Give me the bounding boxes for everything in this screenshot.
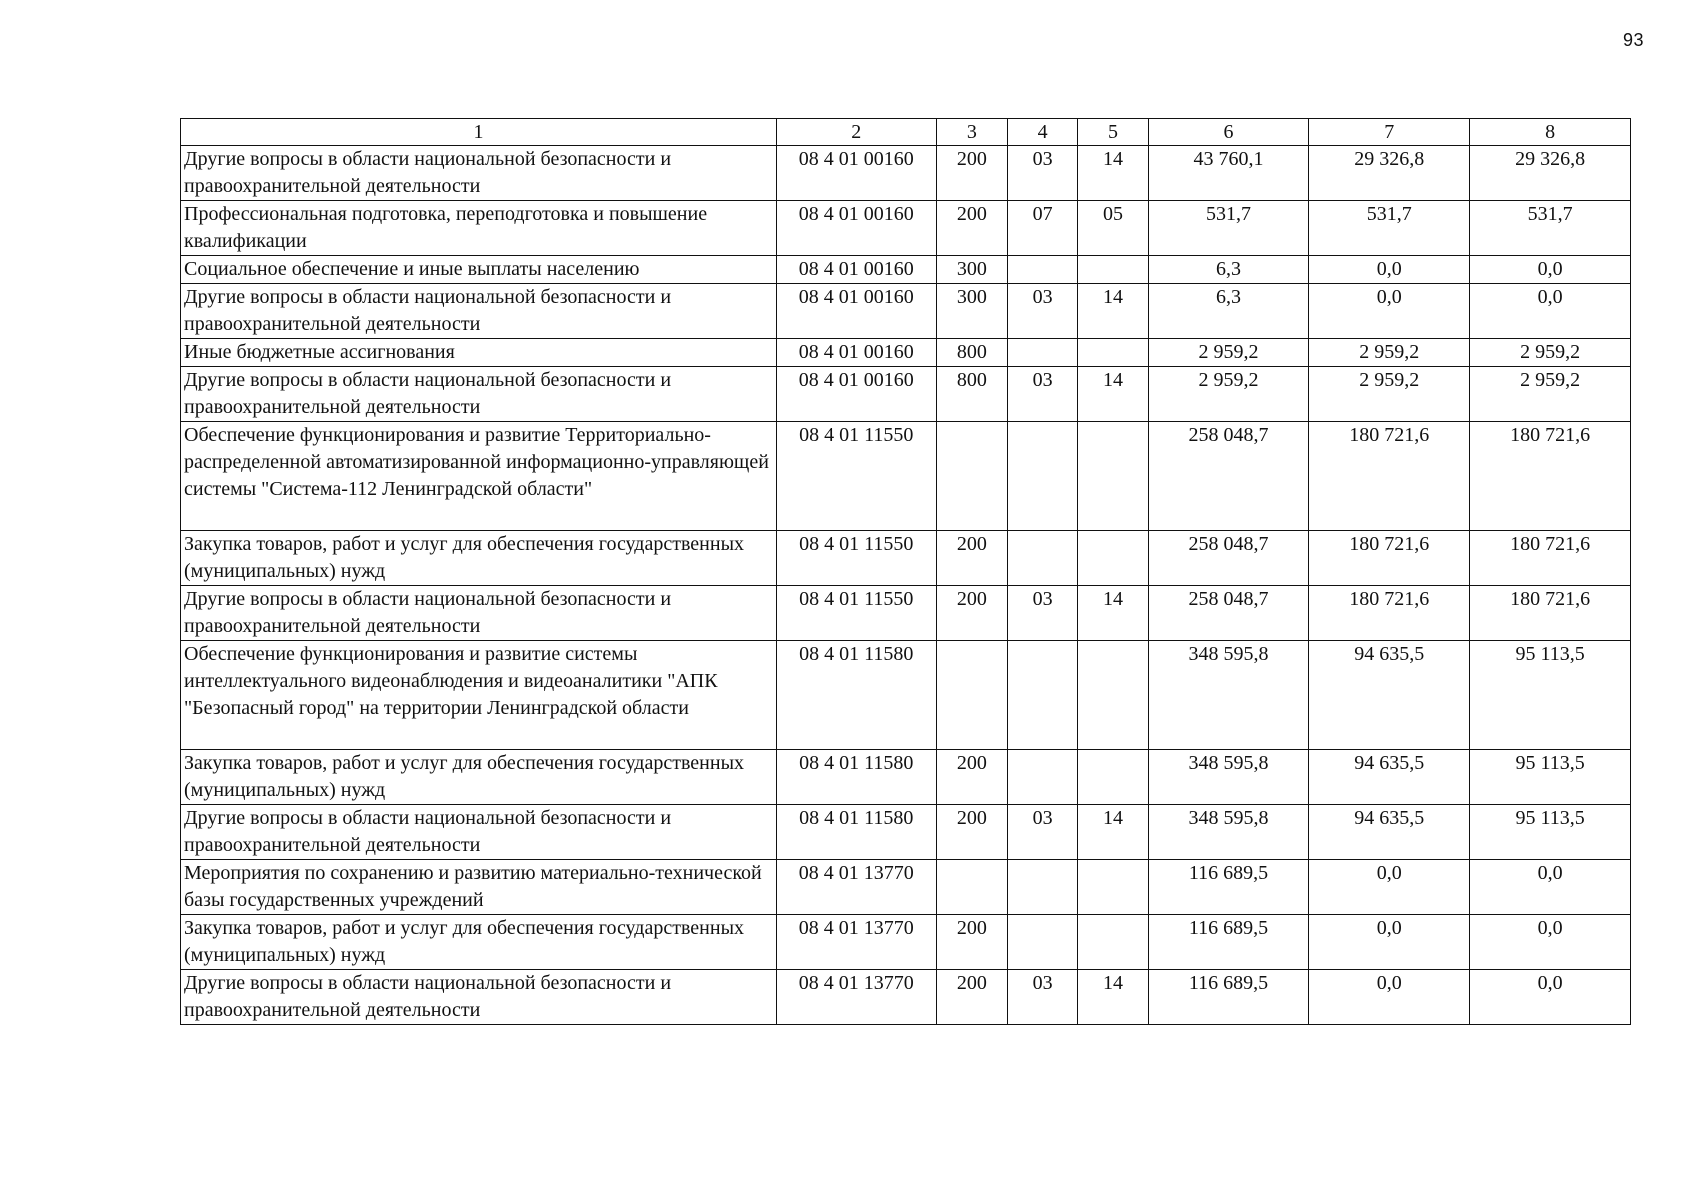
cell-amount-col8: 2 959,2 xyxy=(1470,339,1631,367)
table-row xyxy=(181,641,1631,750)
cell-subsection: 14 xyxy=(1078,586,1148,641)
cell-amount-col8: 531,7 xyxy=(1470,201,1631,256)
header-cell-2: 2 xyxy=(776,119,936,146)
table-row xyxy=(181,284,1631,339)
page-number: 93 xyxy=(1622,30,1644,50)
cell-amount-col6: 348 595,8 xyxy=(1148,805,1309,860)
cell-amount-col7: 94 635,5 xyxy=(1309,750,1470,805)
cell-name: Другие вопросы в области национальной безопасности и правоохранительной деятельности xyxy=(181,586,777,641)
cell-amount-col6: 2 959,2 xyxy=(1148,339,1309,367)
cell-name: Профессиональная подготовка, переподготовка и повышение квалификации xyxy=(181,201,777,256)
cell-type: 200 xyxy=(936,201,1007,256)
cell-amount-col7: 0,0 xyxy=(1309,284,1470,339)
cell-subsection: 05 xyxy=(1078,201,1148,256)
cell-amount-col6: 258 048,7 xyxy=(1148,531,1309,586)
cell-subsection xyxy=(1078,915,1148,970)
cell-amount-col8: 180 721,6 xyxy=(1470,531,1631,586)
cell-section: 03 xyxy=(1007,586,1077,641)
table-row xyxy=(181,339,1631,367)
budget-table xyxy=(180,118,1631,1025)
cell-amount-col7: 180 721,6 xyxy=(1309,422,1470,531)
cell-type: 300 xyxy=(936,256,1007,284)
cell-amount-col7: 29 326,8 xyxy=(1309,146,1470,201)
cell-section: 03 xyxy=(1007,970,1077,1025)
cell-type: 800 xyxy=(936,367,1007,422)
cell-code: 08 4 01 00160 xyxy=(776,256,936,284)
cell-section: 03 xyxy=(1007,805,1077,860)
cell-amount-col8: 2 959,2 xyxy=(1470,367,1631,422)
cell-amount-col6: 348 595,8 xyxy=(1148,750,1309,805)
cell-amount-col7: 94 635,5 xyxy=(1309,805,1470,860)
table-row xyxy=(181,586,1631,641)
cell-name: Закупка товаров, работ и услуг для обеспечения государственных (муниципальных) нужд xyxy=(181,750,777,805)
cell-section xyxy=(1007,531,1077,586)
cell-name: Другие вопросы в области национальной безопасности и правоохранительной деятельности xyxy=(181,970,777,1025)
table-row xyxy=(181,750,1631,805)
cell-amount-col6: 116 689,5 xyxy=(1148,970,1309,1025)
cell-amount-col8: 0,0 xyxy=(1470,860,1631,915)
table-row xyxy=(181,146,1631,201)
cell-code: 08 4 01 11580 xyxy=(776,805,936,860)
cell-amount-col6: 6,3 xyxy=(1148,256,1309,284)
header-cell-3: 3 xyxy=(936,119,1007,146)
cell-amount-col8: 29 326,8 xyxy=(1470,146,1631,201)
cell-code: 08 4 01 11550 xyxy=(776,422,936,531)
cell-amount-col8: 0,0 xyxy=(1470,970,1631,1025)
cell-amount-col8: 0,0 xyxy=(1470,256,1631,284)
cell-type: 800 xyxy=(936,339,1007,367)
cell-code: 08 4 01 13770 xyxy=(776,970,936,1025)
cell-amount-col7: 94 635,5 xyxy=(1309,641,1470,750)
cell-amount-col6: 2 959,2 xyxy=(1148,367,1309,422)
cell-name: Иные бюджетные ассигнования xyxy=(181,339,777,367)
table-row xyxy=(181,256,1631,284)
cell-type: 200 xyxy=(936,531,1007,586)
cell-name: Другие вопросы в области национальной безопасности и правоохранительной деятельности xyxy=(181,284,777,339)
cell-code: 08 4 01 13770 xyxy=(776,915,936,970)
cell-amount-col7: 0,0 xyxy=(1309,860,1470,915)
cell-name: Закупка товаров, работ и услуг для обеспечения государственных (муниципальных) нужд xyxy=(181,531,777,586)
cell-name: Другие вопросы в области национальной безопасности и правоохранительной деятельности xyxy=(181,367,777,422)
cell-amount-col7: 531,7 xyxy=(1309,201,1470,256)
cell-section: 07 xyxy=(1007,201,1077,256)
cell-amount-col8: 0,0 xyxy=(1470,915,1631,970)
cell-name: Мероприятия по сохранению и развитию материально-технической базы государственных учреждений xyxy=(181,860,777,915)
cell-type: 200 xyxy=(936,805,1007,860)
cell-amount-col7: 0,0 xyxy=(1309,915,1470,970)
header-cell-6: 6 xyxy=(1148,119,1309,146)
table-row xyxy=(181,422,1631,531)
cell-type: 200 xyxy=(936,586,1007,641)
cell-section: 03 xyxy=(1007,367,1077,422)
cell-subsection xyxy=(1078,531,1148,586)
cell-code: 08 4 01 00160 xyxy=(776,284,936,339)
cell-amount-col8: 95 113,5 xyxy=(1470,805,1631,860)
cell-type: 200 xyxy=(936,915,1007,970)
cell-amount-col6: 43 760,1 xyxy=(1148,146,1309,201)
cell-subsection xyxy=(1078,750,1148,805)
cell-amount-col8: 180 721,6 xyxy=(1470,586,1631,641)
table-header xyxy=(181,119,1631,146)
cell-amount-col7: 2 959,2 xyxy=(1309,339,1470,367)
cell-type xyxy=(936,860,1007,915)
cell-amount-col7: 0,0 xyxy=(1309,256,1470,284)
cell-code: 08 4 01 00160 xyxy=(776,339,936,367)
cell-subsection: 14 xyxy=(1078,970,1148,1025)
header-cell-5: 5 xyxy=(1078,119,1148,146)
cell-amount-col6: 116 689,5 xyxy=(1148,915,1309,970)
cell-section: 03 xyxy=(1007,284,1077,339)
cell-name: Закупка товаров, работ и услуг для обеспечения государственных (муниципальных) нужд xyxy=(181,915,777,970)
cell-amount-col6: 116 689,5 xyxy=(1148,860,1309,915)
cell-section xyxy=(1007,750,1077,805)
cell-section xyxy=(1007,860,1077,915)
cell-name: Другие вопросы в области национальной безопасности и правоохранительной деятельности xyxy=(181,805,777,860)
cell-amount-col7: 180 721,6 xyxy=(1309,586,1470,641)
cell-code: 08 4 01 11550 xyxy=(776,531,936,586)
table-row xyxy=(181,367,1631,422)
cell-section xyxy=(1007,641,1077,750)
cell-name: Обеспечение функционирования и развитие системы интеллектуального видеонаблюдения и видеоаналитики "АПК "Безопасный город" на территории Ленинградской области xyxy=(181,641,777,750)
cell-code: 08 4 01 11580 xyxy=(776,641,936,750)
cell-name: Другие вопросы в области национальной безопасности и правоохранительной деятельности xyxy=(181,146,777,201)
cell-amount-col8: 0,0 xyxy=(1470,284,1631,339)
cell-subsection: 14 xyxy=(1078,805,1148,860)
cell-amount-col8: 95 113,5 xyxy=(1470,750,1631,805)
cell-subsection: 14 xyxy=(1078,146,1148,201)
cell-subsection xyxy=(1078,256,1148,284)
cell-section xyxy=(1007,915,1077,970)
cell-amount-col7: 2 959,2 xyxy=(1309,367,1470,422)
cell-type: 200 xyxy=(936,970,1007,1025)
table-row xyxy=(181,531,1631,586)
cell-amount-col6: 6,3 xyxy=(1148,284,1309,339)
cell-subsection xyxy=(1078,339,1148,367)
cell-type: 200 xyxy=(936,750,1007,805)
cell-section xyxy=(1007,339,1077,367)
cell-amount-col6: 348 595,8 xyxy=(1148,641,1309,750)
cell-type: 200 xyxy=(936,146,1007,201)
header-cell-4: 4 xyxy=(1007,119,1077,146)
table-row xyxy=(181,860,1631,915)
cell-type xyxy=(936,641,1007,750)
cell-subsection xyxy=(1078,422,1148,531)
cell-amount-col6: 258 048,7 xyxy=(1148,586,1309,641)
cell-amount-col8: 95 113,5 xyxy=(1470,641,1631,750)
header-row xyxy=(181,119,1631,146)
cell-amount-col6: 258 048,7 xyxy=(1148,422,1309,531)
header-cell-1: 1 xyxy=(181,119,777,146)
cell-amount-col8: 180 721,6 xyxy=(1470,422,1631,531)
cell-subsection xyxy=(1078,860,1148,915)
cell-section xyxy=(1007,422,1077,531)
table-body xyxy=(181,146,1631,1025)
cell-subsection: 14 xyxy=(1078,284,1148,339)
cell-name: Социальное обеспечение и иные выплаты населению xyxy=(181,256,777,284)
cell-code: 08 4 01 00160 xyxy=(776,367,936,422)
cell-subsection xyxy=(1078,641,1148,750)
cell-code: 08 4 01 00160 xyxy=(776,201,936,256)
table-row xyxy=(181,805,1631,860)
header-cell-7: 7 xyxy=(1309,119,1470,146)
table-row xyxy=(181,915,1631,970)
cell-name: Обеспечение функционирования и развитие Территориально-распределенной автоматизированной информационно-управляющей системы "Система-112 Ленинградской области" xyxy=(181,422,777,531)
cell-amount-col7: 0,0 xyxy=(1309,970,1470,1025)
header-cell-8: 8 xyxy=(1470,119,1631,146)
cell-code: 08 4 01 11580 xyxy=(776,750,936,805)
table-row xyxy=(181,201,1631,256)
cell-code: 08 4 01 13770 xyxy=(776,860,936,915)
cell-type xyxy=(936,422,1007,531)
cell-code: 08 4 01 11550 xyxy=(776,586,936,641)
cell-code: 08 4 01 00160 xyxy=(776,146,936,201)
cell-type: 300 xyxy=(936,284,1007,339)
cell-section: 03 xyxy=(1007,146,1077,201)
table-row xyxy=(181,970,1631,1025)
cell-subsection: 14 xyxy=(1078,367,1148,422)
cell-amount-col6: 531,7 xyxy=(1148,201,1309,256)
cell-section xyxy=(1007,256,1077,284)
cell-amount-col7: 180 721,6 xyxy=(1309,531,1470,586)
